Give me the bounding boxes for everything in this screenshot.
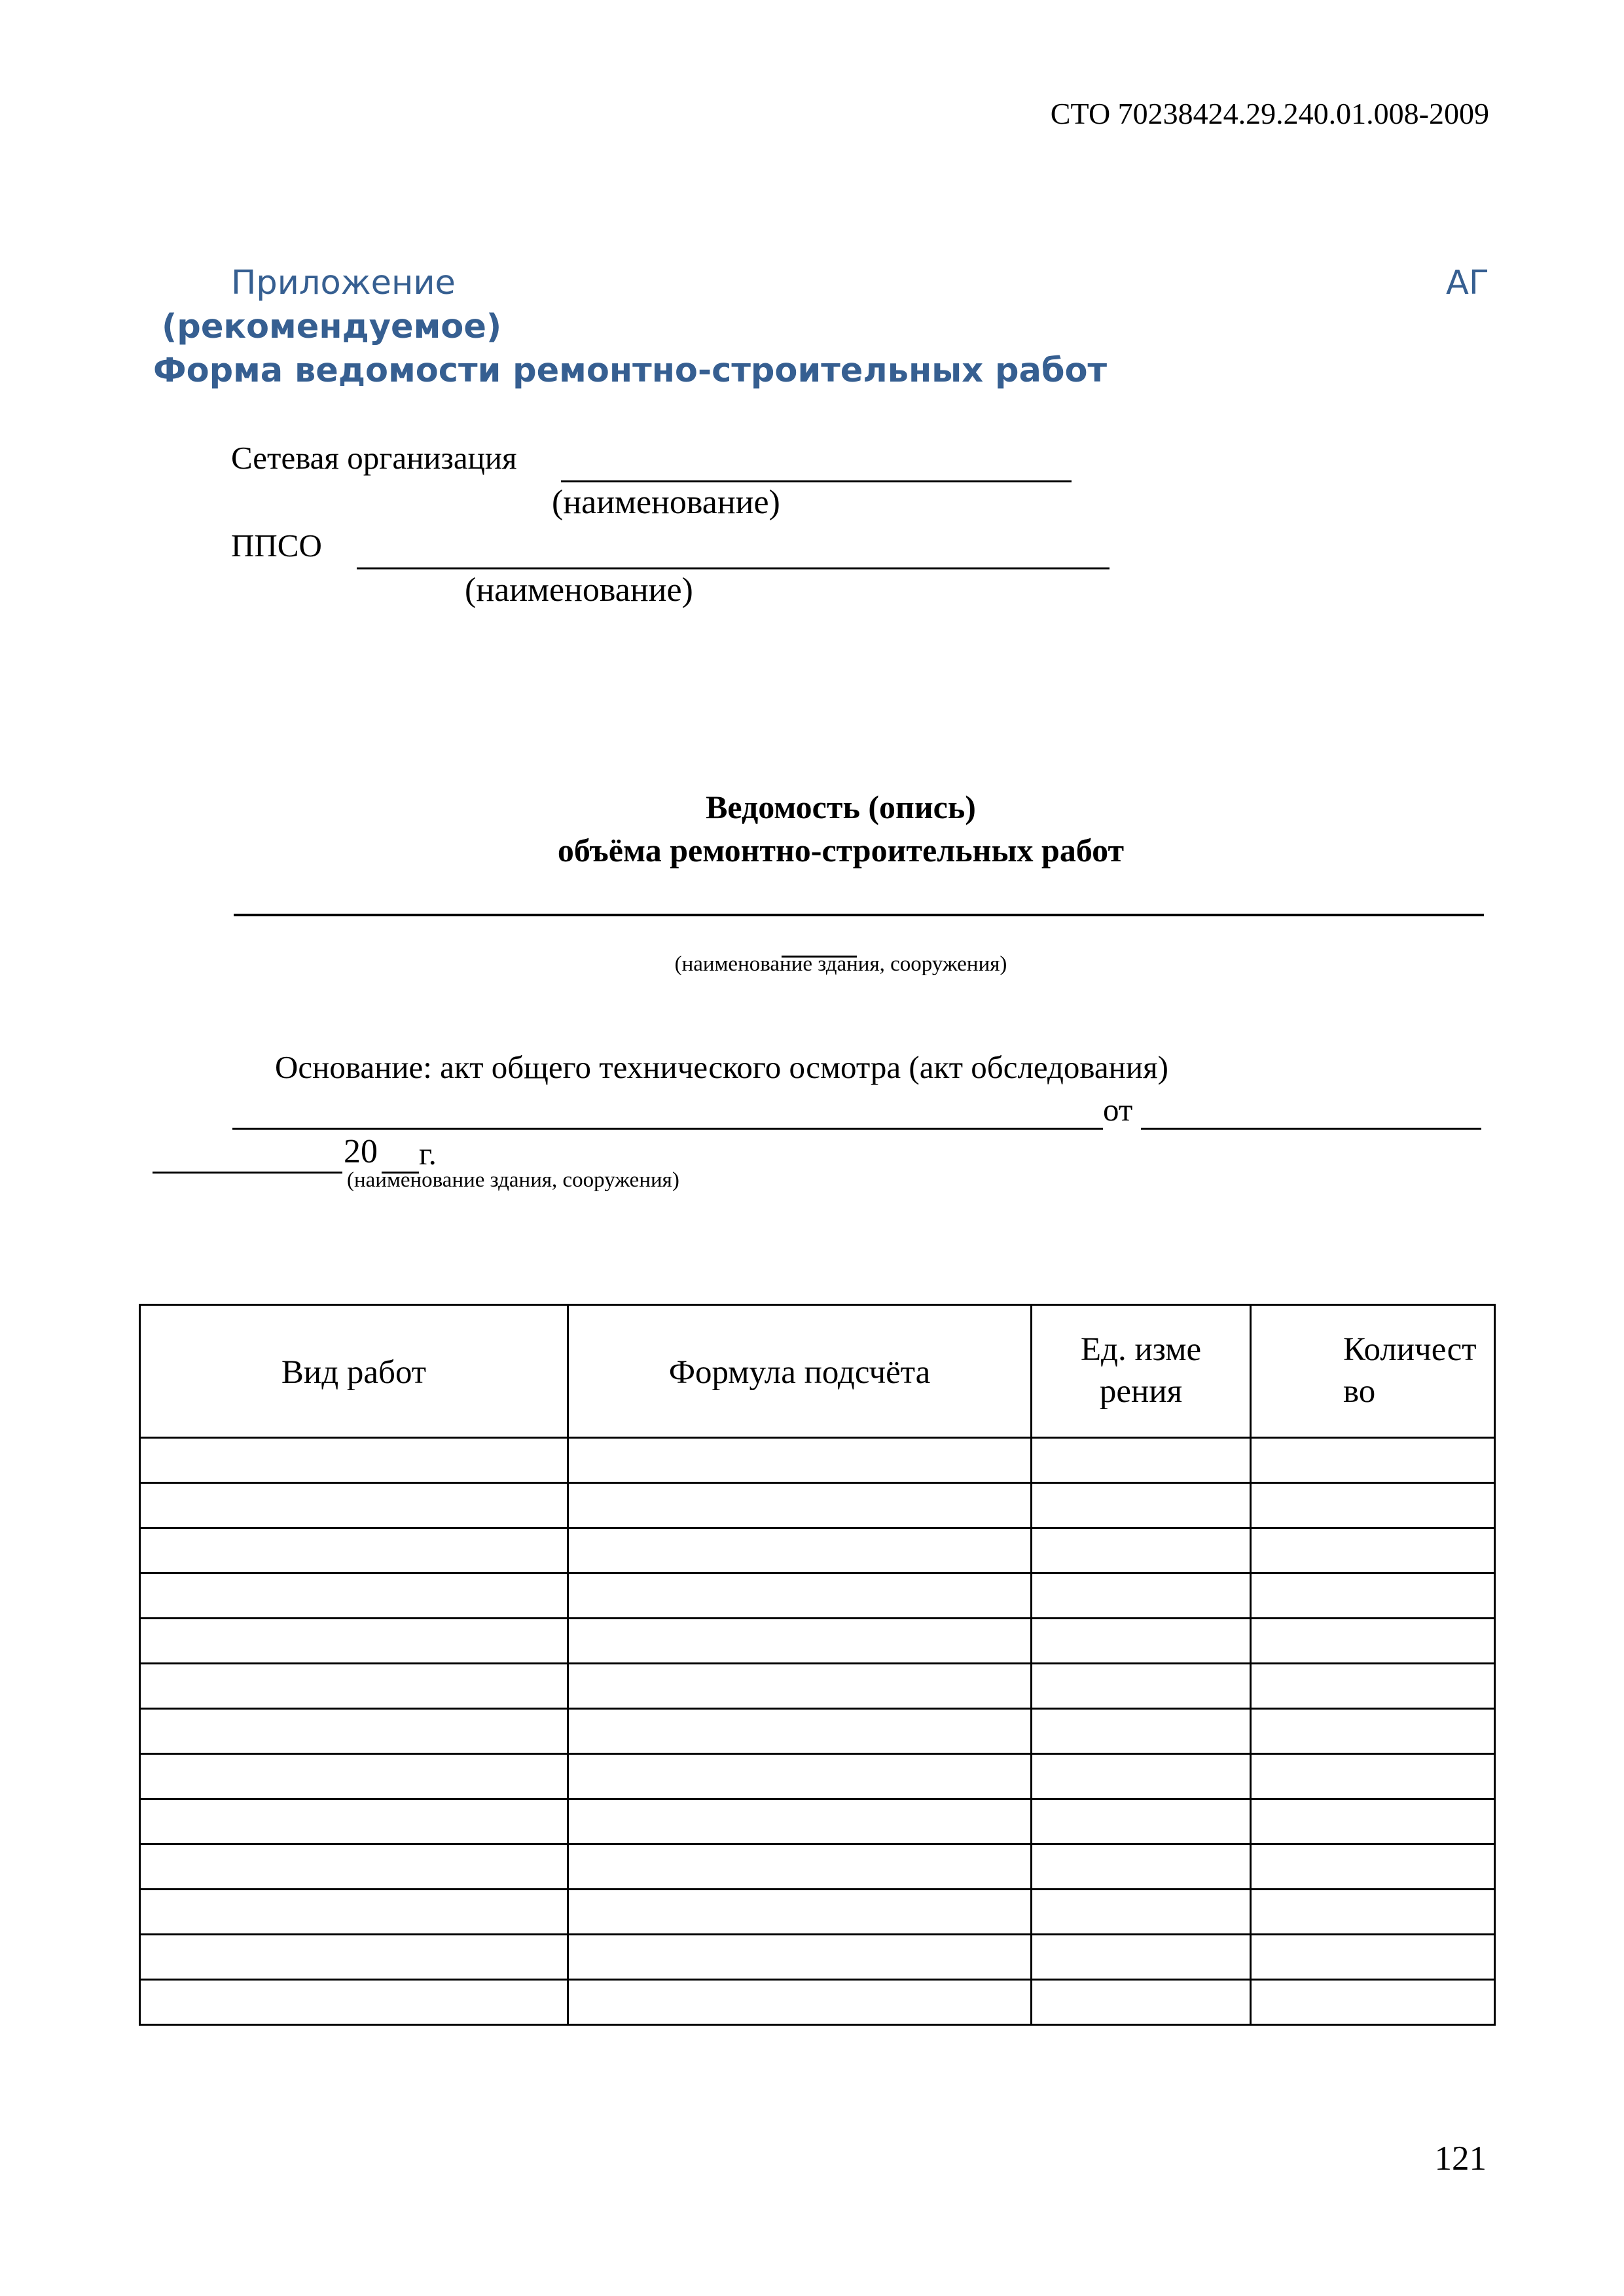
date-year-suffix: г. xyxy=(419,1136,437,1172)
table-row xyxy=(140,1890,1495,1935)
ppso-blank-line xyxy=(357,567,1110,569)
table-cell[interactable] xyxy=(568,1573,1032,1619)
table-cell[interactable] xyxy=(568,1890,1032,1935)
table-row xyxy=(140,1709,1495,1754)
table-cell[interactable] xyxy=(1251,1980,1495,2025)
table-cell[interactable] xyxy=(1251,1935,1495,1980)
table-cell[interactable] xyxy=(1032,1573,1251,1619)
table-cell[interactable] xyxy=(1251,1799,1495,1844)
table-cell[interactable] xyxy=(568,1483,1032,1528)
table-cell[interactable] xyxy=(1032,1935,1251,1980)
appendix-label: Приложение xyxy=(231,264,456,302)
table-cell[interactable] xyxy=(568,1528,1032,1573)
table-cell[interactable] xyxy=(1032,1754,1251,1799)
ppso-caption: (наименование) xyxy=(465,571,693,609)
table-cell[interactable] xyxy=(568,1438,1032,1483)
network-organization-blank-line xyxy=(561,480,1072,482)
column-header-work-type: Вид работ xyxy=(140,1305,568,1438)
table-row xyxy=(140,1483,1495,1528)
table-row xyxy=(140,1844,1495,1890)
table-cell[interactable] xyxy=(1032,1799,1251,1844)
table-cell[interactable] xyxy=(1032,1483,1251,1528)
table-cell[interactable] xyxy=(140,1709,568,1754)
basis-from-label: от xyxy=(1103,1092,1133,1128)
basis-caption: (наименование здания, сооружения) xyxy=(347,1168,679,1192)
table-cell[interactable] xyxy=(1032,1528,1251,1573)
table-cell[interactable] xyxy=(140,1438,568,1483)
table-cell[interactable] xyxy=(1251,1664,1495,1709)
table-cell[interactable] xyxy=(140,1754,568,1799)
table-row xyxy=(140,1528,1495,1573)
table-cell[interactable] xyxy=(1032,1619,1251,1664)
basis-date-blank-line xyxy=(1141,1128,1481,1130)
table-cell[interactable] xyxy=(568,1754,1032,1799)
table-header-row xyxy=(140,1305,1495,1438)
table-cell[interactable] xyxy=(1032,1890,1251,1935)
table-cell[interactable] xyxy=(1032,1709,1251,1754)
document-code: СТО 70238424.29.240.01.008-2009 xyxy=(1050,97,1489,130)
column-header-quantity: Количество xyxy=(1251,1305,1495,1438)
table-cell[interactable] xyxy=(140,1528,568,1573)
appendix-letter: АГ xyxy=(1446,264,1489,302)
table-cell[interactable] xyxy=(568,1709,1032,1754)
basis-text: Основание: акт общего технического осмотра (акт обследования) xyxy=(275,1049,1168,1085)
appendix-title: Форма ведомости ремонтно-строительных работ xyxy=(153,351,1108,390)
table-row xyxy=(140,1438,1495,1483)
statement-title-line1: Ведомость (опись) xyxy=(706,789,976,825)
column-header-unit: Ед. измерения xyxy=(1032,1305,1251,1438)
table-cell[interactable] xyxy=(1251,1528,1495,1573)
table-cell[interactable] xyxy=(1251,1754,1495,1799)
table-cell[interactable] xyxy=(1251,1890,1495,1935)
table-cell[interactable] xyxy=(568,1844,1032,1890)
table-cell[interactable] xyxy=(140,1483,568,1528)
table-cell[interactable] xyxy=(1032,1438,1251,1483)
date-year-prefix: 20 xyxy=(344,1133,378,1170)
table-cell[interactable] xyxy=(1251,1438,1495,1483)
table-cell[interactable] xyxy=(1251,1619,1495,1664)
statement-title-line2: объёма ремонтно-строительных работ xyxy=(557,832,1125,869)
table-row xyxy=(140,1799,1495,1844)
table-cell[interactable] xyxy=(1251,1709,1495,1754)
table-row xyxy=(140,1619,1495,1664)
ppso-label: ППСО xyxy=(231,528,322,564)
table-cell[interactable] xyxy=(568,1799,1032,1844)
table-cell[interactable] xyxy=(140,1980,568,2025)
date-day-month-blank xyxy=(153,1172,342,1174)
table-cell[interactable] xyxy=(1032,1844,1251,1890)
table-cell[interactable] xyxy=(140,1935,568,1980)
table-cell[interactable] xyxy=(568,1935,1032,1980)
building-name-blank-line xyxy=(234,914,1484,916)
works-table-body xyxy=(140,1438,1495,2025)
table-cell[interactable] xyxy=(1251,1483,1495,1528)
table-cell[interactable] xyxy=(1251,1844,1495,1890)
table-cell[interactable] xyxy=(140,1573,568,1619)
table-row xyxy=(140,1754,1495,1799)
table-row xyxy=(140,1935,1495,1980)
table-row xyxy=(140,1980,1495,2025)
works-table xyxy=(139,1304,1496,2026)
table-cell[interactable] xyxy=(568,1619,1032,1664)
table-cell[interactable] xyxy=(140,1890,568,1935)
appendix-status: (рекомендуемое) xyxy=(162,308,502,346)
table-cell[interactable] xyxy=(1251,1573,1495,1619)
column-header-formula: Формула подсчёта xyxy=(568,1305,1032,1438)
table-cell[interactable] xyxy=(568,1980,1032,2025)
table-cell[interactable] xyxy=(140,1619,568,1664)
table-cell[interactable] xyxy=(1032,1980,1251,2025)
table-cell[interactable] xyxy=(1032,1664,1251,1709)
table-row xyxy=(140,1573,1495,1619)
table-cell[interactable] xyxy=(140,1844,568,1890)
network-organization-caption: (наименование) xyxy=(552,484,780,521)
page-number: 121 xyxy=(1434,2140,1487,2178)
table-row xyxy=(140,1664,1495,1709)
table-cell[interactable] xyxy=(568,1664,1032,1709)
basis-blank-line xyxy=(232,1128,1103,1130)
network-organization-label: Сетевая организация xyxy=(231,440,517,476)
table-cell[interactable] xyxy=(140,1799,568,1844)
building-name-caption: (наименование здания, сооружения) xyxy=(674,952,1007,976)
table-cell[interactable] xyxy=(140,1664,568,1709)
